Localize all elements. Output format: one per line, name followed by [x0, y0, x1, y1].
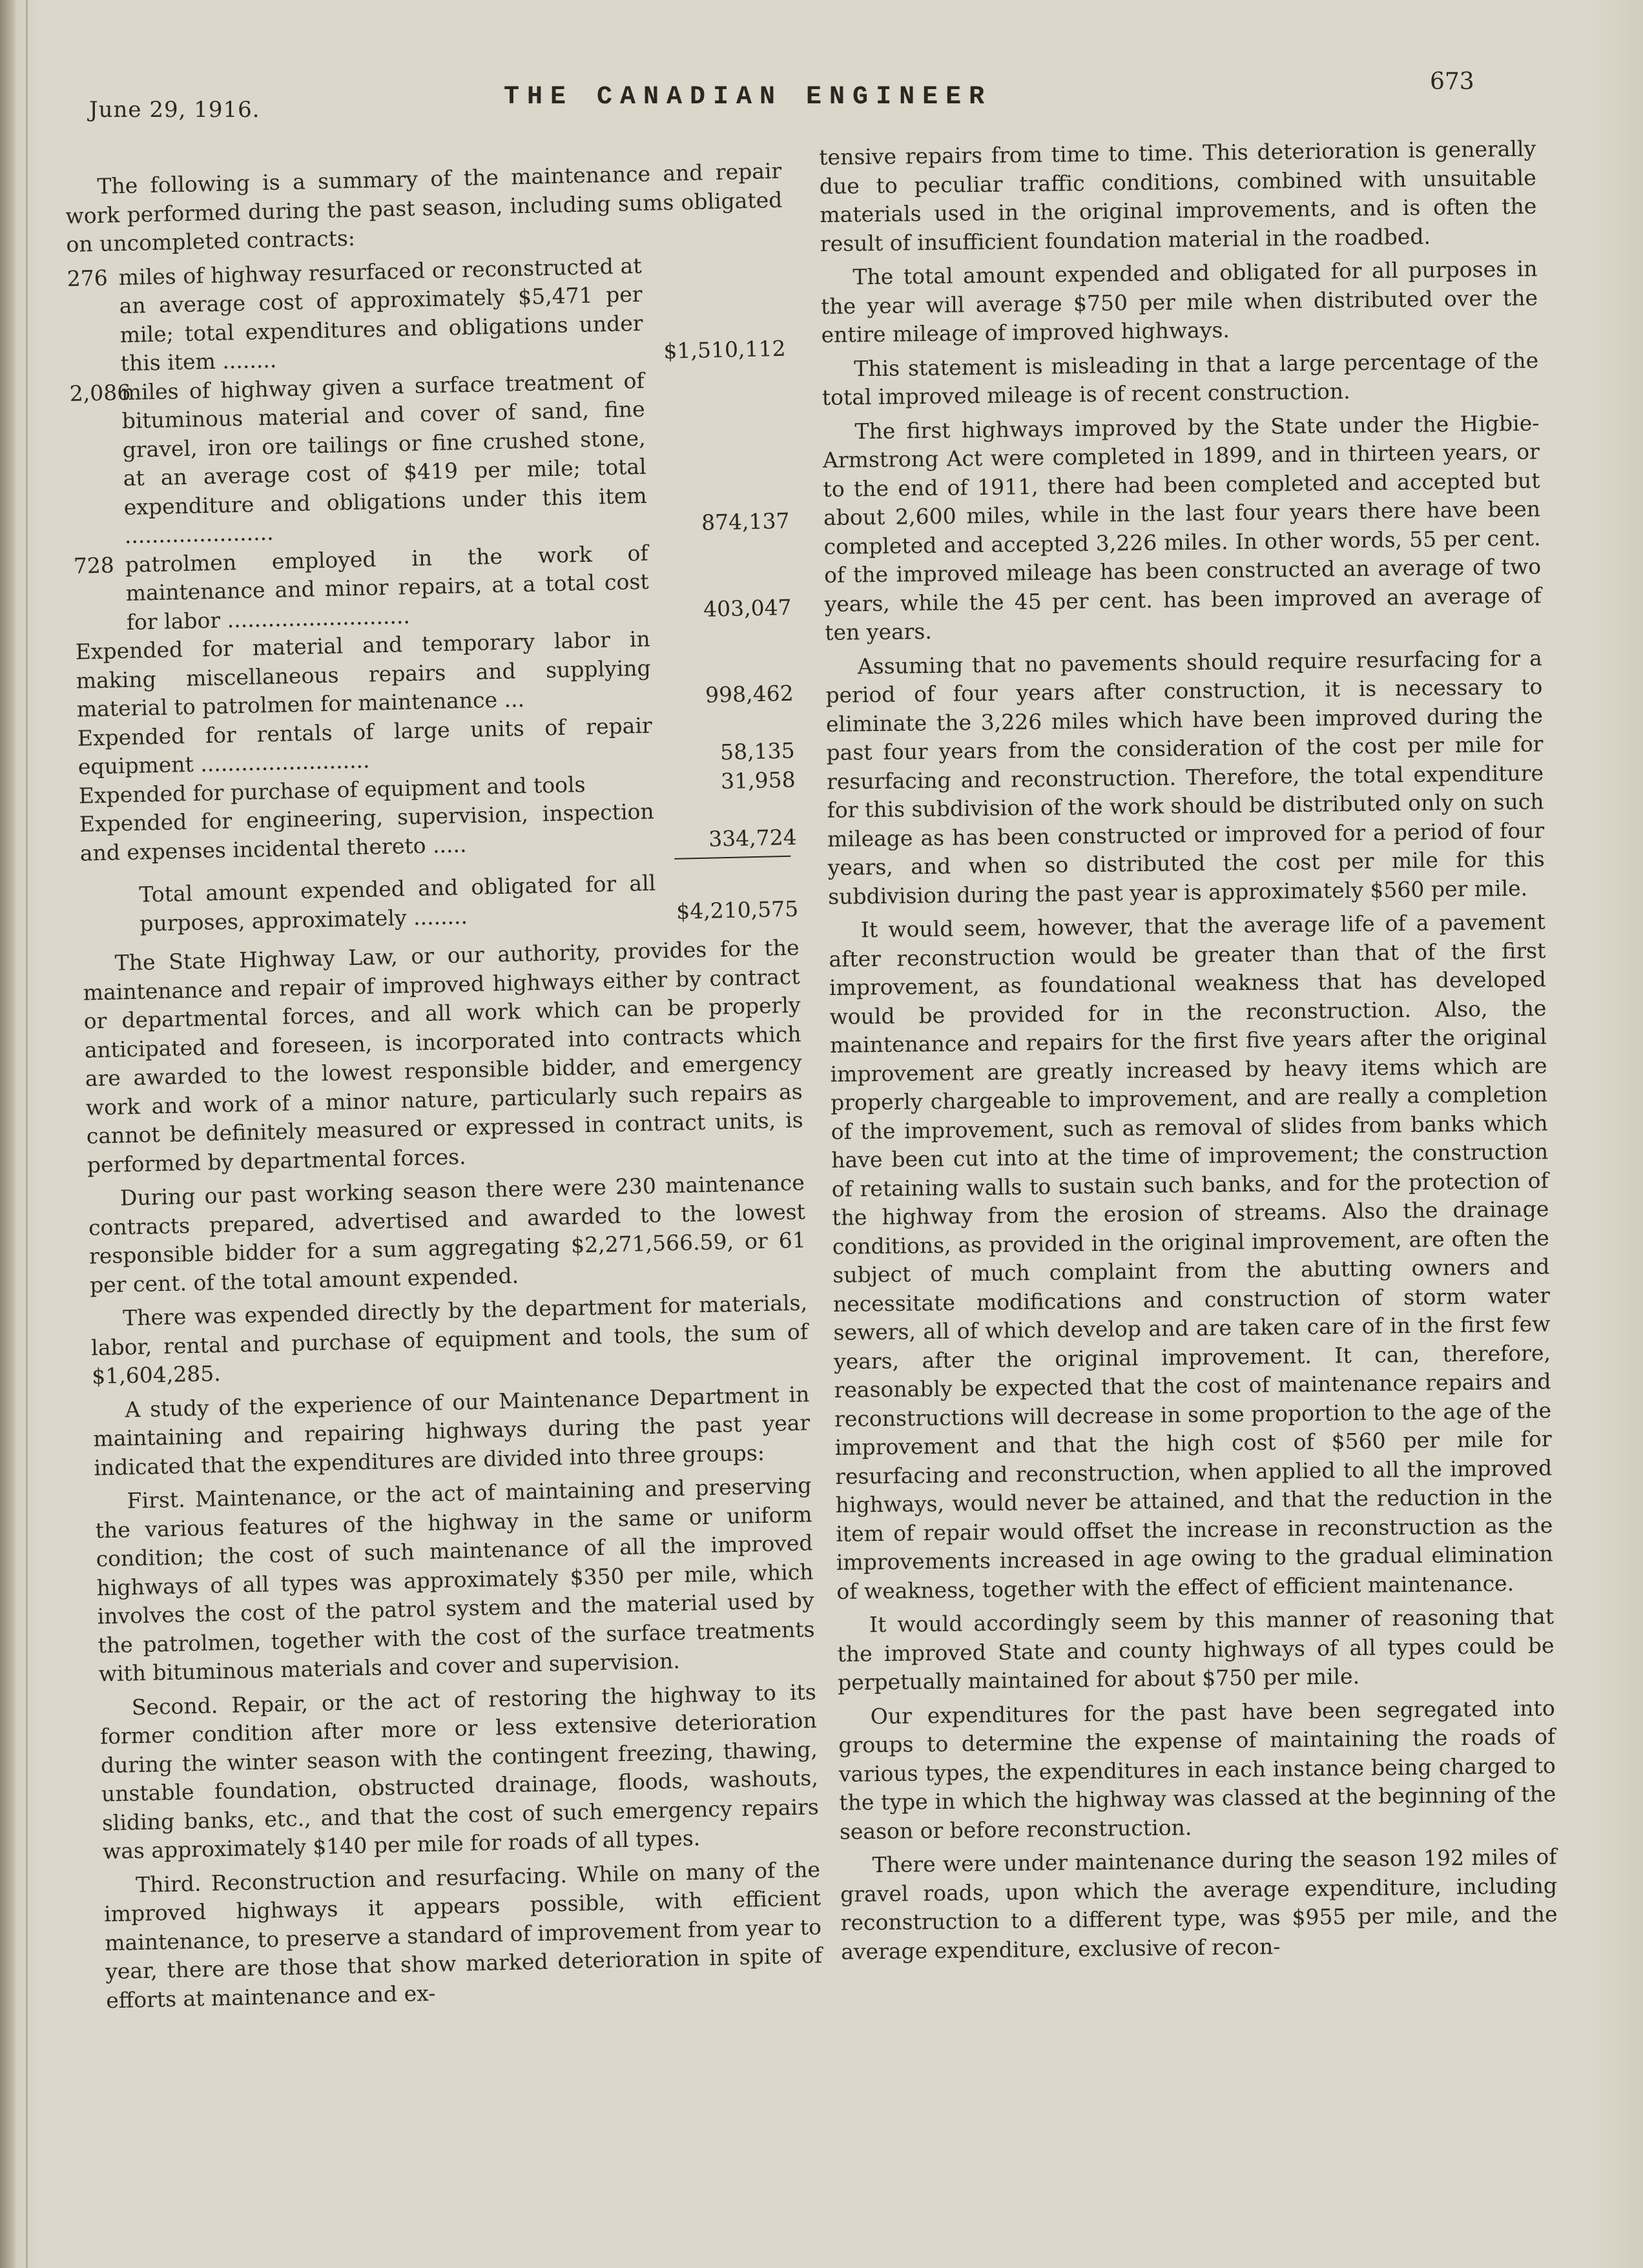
body-paragraph: The first highways improved by the State under the Higbie-Armstrong Act were completed in 1899, and in thirteen years, or to the end of 1911, there had been completed and accepted but about 2,600 miles, while in the last four years there have been completed and accepted 3,226 miles. In other words, 55 per cent. of the improved mileage has been constructed an average of two years, while the 45 per cent. has been improved an average of ten years. — [822, 409, 1542, 645]
ledger-entry — [75, 622, 794, 725]
ledger-amount: 334,724 — [708, 824, 798, 852]
total-label: Total amount expended and obligated for all purposes, approximately ........ — [138, 870, 656, 936]
body-paragraph: First. Maintenance, or the act of maintaining and preserving the various features of the highway in the same or uniform condition; the cost of such maintenance of all the improved highways of all types was approximately $350 per mile, which involves the cost of the patrol system and the material used by the patrolmen, together with the cost of the surface treatments with bituminous materials and cover and supervision. — [95, 1472, 815, 1687]
ledger-quantity: 728 — [73, 552, 115, 579]
journal-title: THE CANADIAN ENGINEER — [504, 83, 993, 112]
margin-rule — [26, 0, 28, 2268]
body-paragraph: Third. Reconstruction and resurfacing. While on many of the improved highways it appears possible, with efficient maintenance, to preserve a standard of improvement from year to year, there are those that show marked deterioration in spite of efforts at maintenance and ex- — [103, 1856, 823, 2013]
ledger-description: miles of highway given a surface treatment of bituminous material and cover of sand, fine gravel, iron ore tailings or fine crushed stone, at an average cost of $419 per mile; total expenditure and obligations under this item ...................... — [121, 367, 647, 549]
body-paragraph: This statement is misleading in that a large percentage of the total improved mileage is of recent construction. — [822, 347, 1539, 410]
body-paragraph: During our past working season there were 230 maintenance contracts prepared, advertised and awarded to the lowest responsible bidder for a sum aggregating $2,271,566.59, or 61 per cent. of the total amount expended. — [88, 1170, 807, 1298]
expenditure-ledger — [67, 248, 798, 939]
ledger-description: Expended for rentals of large units of repair equipment ......................... — [77, 712, 653, 779]
body-paragraph: tensive repairs from time to time. This deterioration is generally due to peculiar traffic conditions, combined with unsuitable materials used in the original improvements, and is often the result of insufficient foundation material in the roadbed. — [819, 136, 1537, 256]
intro-paragraph: The following is a summary of the maintenance and repair work performed during the past season, including sums obligated on uncompleted contracts: — [65, 158, 783, 257]
body-paragraph: A study of the experience of our Maintenance Department in maintaining and repairing highways during the past year indicated that the expenditures are divided into three groups: — [93, 1381, 811, 1480]
ledger-description: patrolmen employed in the work of maintenance and minor repairs, at a total cost for labor ........................... — [125, 540, 650, 635]
sum-rule — [674, 856, 790, 860]
right-column — [819, 134, 1558, 1971]
ledger-entry — [73, 535, 792, 638]
page-header — [0, 0, 1643, 149]
ledger-entry — [69, 363, 790, 552]
ledger-amount: 998,462 — [705, 680, 794, 708]
ledger-amount: 874,137 — [701, 508, 790, 535]
body-paragraph: There was expended directly by the department for materials, labor, rental and purchase of equipment and tools, the sum of $1,604,285. — [90, 1290, 809, 1389]
ledger-amount: 403,047 — [703, 594, 792, 622]
body-paragraph: Assuming that no pavements should require resurfacing for a period of four years after construction, it is necessary to eliminate the 3,226 miles which have been improved during the past four years from the consideration of the cost per mile for resurfacing and reconstruction. Therefore, the total expenditure for this subdivision of the work should be distributed only on such mileage as has been constructed or improved for a period of four years, and when so distributed the cost per mile for this subdivision during the past year is approximately $560 per mile. — [825, 644, 1545, 909]
ledger-description: miles of highway resurfaced or reconstructed at an average cost of approximately $5,471 per mile; total expenditures and obligations under this item ........ — [118, 253, 643, 376]
body-paragraph: The total amount expended and obligated for all purposes in the year will average $750 per mile when distributed over the entire mileage of improved highways. — [820, 256, 1538, 347]
ledger-quantity: 2,086 — [69, 379, 131, 406]
body-paragraph: Second. Repair, or the act of restoring the highway to its former condition after more or less extensive deterioration during the winter season with the contingent freezing, thawing, unstable foundation, obstructed drainage, floods, washouts, sliding banks, etc., and that the cost of such emergency repairs was approximately $140 per mile for roads of all types. — [99, 1678, 820, 1864]
left-column — [65, 157, 823, 2020]
ledger-description: Expended for engineering, supervision, inspection and expenses incidental thereto ..... — [79, 798, 655, 866]
body-paragraph: The State Highway Law, or our authority, provides for the maintenance and repair of improved highways either by contract or departmental forces, and all work which can be properly anticipated and foreseen, is incorporated into contracts which are awarded to the lowest responsible bidder, and emergency work and work of a minor nature, particularly such repairs as cannot be definitely measured or expressed in contract units, is performed by departmental forces. — [83, 934, 803, 1178]
ledger-description: Expended for purchase of equipment and tools — [78, 771, 586, 809]
ledger-entry — [67, 248, 786, 379]
ledger-quantity: 276 — [67, 265, 108, 291]
body-paragraph: There were under maintenance during the season 192 miles of gravel roads, upon which the average expenditure, including reconstruction to a different type, was $955 per mile, and the average expenditure, exclusive of recon- — [840, 1844, 1558, 1964]
page-binding-edge — [0, 0, 16, 2268]
body-paragraph: It would seem, however, that the average life of a pavement after reconstruction would be greater than that of the first improvement, as foundational weakness that has developed would be provided for in the reconstruction. Also, the maintenance and repairs for the first five years after the original improvement are greatly increased by heavy items which are properly chargeable to improvement, and are really a completion of the improvement, such as removal of slides from banks which have been cut into at the time of improvement; the construction of retaining walls to sustain such banks, and for the protection of the highway from the erosion of streams. Also the drainage conditions, as provided in the original improvement, are often the subject of much complaint from the abutting owners and necessitate modifications and construction of storm water sewers, all of which develop and are taken care of in the first few years, after the original improvement. It can, therefore, reasonably be expected that the cost of maintenance repairs and reconstructions will decrease in some proportion to the age of the improvement and that the high cost of $560 per mile for resurfacing and reconstruction, when applied to all the improved highways, would never be attained, and that the reduction in the item of repair would offset the increase in reconstruction as the improvements increased in age owing to the gradual elimination of weakness, together with the effect of efficient maintenance. — [829, 909, 1554, 1604]
ledger-amount: 58,135 — [719, 737, 796, 765]
total-amount: $4,210,575 — [676, 896, 799, 924]
ledger-amount: 31,958 — [720, 767, 796, 794]
body-paragraph: It would accordingly seem by this manner of reasoning that the improved State and county highways of all types could be perpetually maintained for about $750 per mile. — [837, 1603, 1555, 1695]
body-paragraph: Our expenditures for the past have been segregated into groups to determine the expense of maintaining the roads of various types, the expenditures in each instance being charged to the type in which the highway was classed at the beginning of the season or before reconstruction. — [838, 1695, 1556, 1844]
ledger-total — [139, 866, 799, 938]
page-number: 673 — [1430, 68, 1474, 95]
issue-date: June 29, 1916. — [89, 97, 260, 123]
ledger-description: Expended for material and temporary labor in making miscellaneous repairs and supplying material to patrolmen for maintenance ... — [75, 626, 652, 722]
ledger-amount: $1,510,112 — [663, 335, 786, 364]
